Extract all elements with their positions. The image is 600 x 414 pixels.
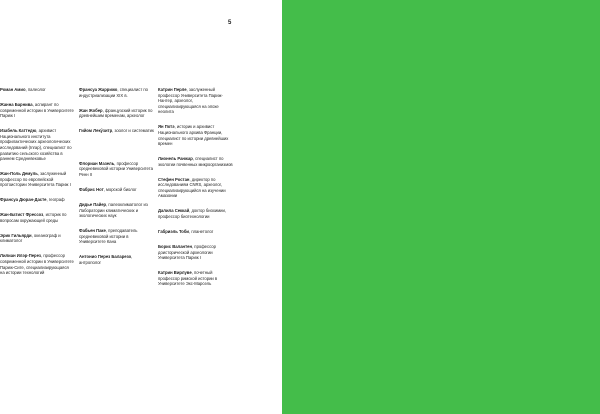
contributor-entry — [0, 253, 74, 275]
contributor-desc: , французский историк по древнейшим временам, археолог — [79, 107, 153, 119]
contributor-desc: , преподаватель средневековой истории в Университете Кана — [79, 228, 138, 245]
contributor-desc: , планетолог — [189, 229, 214, 235]
contributor-name: Жан-Поль Демуль — [0, 171, 38, 177]
contributor-desc: , профессор средневековой истории Университета Ренн II — [79, 160, 153, 177]
contributor-desc: , почетный профессор римской истории в Университете Экс-Марсель — [158, 270, 218, 287]
contributor-entry — [158, 270, 234, 287]
contributor-desc: , архивист Национального института профилактических археологических исследований (Inrap), специалист по развитию сельского хозяйства в раннем Средневековье — [0, 128, 72, 162]
page-number: 5 — [228, 20, 232, 26]
contributor-name: Борис Валантен — [158, 244, 192, 250]
contributor-name: Изабель Каттедю — [0, 128, 37, 134]
contributor-desc: , географ — [46, 197, 65, 203]
contributor-name: Фабьен Паке — [79, 228, 106, 234]
contributor-desc: , профессор доисторической археологии Университета Париж I — [158, 244, 216, 261]
contributor-name: Жанна Барнива — [0, 101, 33, 107]
contributor-name: Франсуа Жаррижо — [79, 87, 118, 92]
contributor-name: Далила Секкай — [158, 208, 190, 214]
contributor-entry — [158, 229, 234, 235]
contributor-entry — [0, 212, 74, 223]
contributor-name: Лилиан Илэр-Перез — [0, 253, 42, 259]
contributor-name: Франсуа Дюран-Дасте — [0, 197, 47, 203]
contributor-entry — [79, 128, 155, 134]
contributor-entry — [0, 128, 74, 162]
contributor-desc: , специалист по экологии почвенных микроорганизмов — [158, 156, 233, 167]
contributor-desc: , специалист по индустриализации XIX в. — [79, 87, 149, 98]
contributor-desc: , зоолог и систематик — [112, 128, 154, 134]
contributor-desc: , океанограф и климатолог — [0, 232, 61, 244]
contributor-name: Ян Потэ — [158, 124, 175, 130]
contributor-desc: , морской биолог — [103, 186, 137, 192]
contributor-desc: , палеоклиматолог из Лаборатории климатических и экологических наук — [79, 201, 148, 219]
contributor-name: Жан Жобер — [79, 107, 103, 113]
contributor-entry — [0, 171, 74, 188]
contributor-entry — [158, 124, 234, 146]
contributor-desc: , заслуженный профессор Университета Париж-Нантер, археолог, специализирующаяся на эпохе неолита — [158, 87, 223, 115]
contributor-entry — [79, 254, 155, 265]
contributor-name: Флориан Мазель — [79, 160, 115, 166]
contributor-name: Жан-Батист Фрессоз — [0, 212, 44, 218]
contributor-desc: , историк и архивист Национального архива Франции, специалист по истории древнейших времен — [158, 124, 229, 147]
contributor-name: Роман Амио — [0, 87, 26, 92]
contributor-entry — [79, 228, 155, 245]
contributor-name: Стефен Ростан — [158, 176, 190, 182]
contributor-desc: , доктор биохимии, профессор биотехнологии — [158, 208, 226, 220]
contributor-name: Гийом Леку́зитр — [79, 128, 113, 134]
contributor-desc: , директор по исследованиям CNRS, археолог, специализирующийся на изучении Амазонии — [158, 176, 226, 199]
contributor-entry — [79, 202, 155, 219]
contributor-entry — [158, 177, 234, 199]
contributor-desc: , палеолог — [25, 87, 46, 92]
contributor-name: Дидье Пайер — [79, 201, 107, 207]
green-color-page — [282, 0, 600, 414]
contributor-name: Антонио Перез Баларезо — [79, 254, 132, 260]
contributor-name: Лионель Ранжар — [158, 156, 193, 162]
contributor-name: Катрин Перле — [158, 87, 187, 92]
contributor-entry — [0, 197, 74, 203]
contributor-desc: , антрополог — [79, 254, 133, 265]
contributor-entry — [0, 102, 74, 119]
contributors-column-1 — [0, 87, 74, 285]
book-page — [0, 0, 282, 414]
contributor-entry — [158, 208, 234, 219]
contributor-entry — [79, 87, 155, 98]
contributor-entry — [158, 244, 234, 261]
contributor-name: Габриэль Тоби — [158, 229, 189, 235]
contributor-desc: , аспирант по современной истории в Университете Париж I — [0, 101, 74, 119]
contributor-entry — [79, 161, 155, 178]
contributor-desc: , заслуженный профессор по европейской протоистории Университета Париж I — [0, 171, 71, 188]
contributor-entry — [79, 187, 155, 193]
contributor-entry — [158, 87, 234, 115]
contributor-entry — [0, 233, 74, 244]
contributor-entry — [0, 87, 74, 93]
contributors-column-2 — [79, 87, 155, 275]
contributor-desc: , профессор современной истории в Университете Париж-Сите, специализирующаяся на истории технологий — [0, 253, 74, 276]
contributor-name: Фабрис Нот — [79, 186, 104, 192]
contributor-name: Эрик Гильярди — [0, 232, 32, 238]
contributors-column-3 — [158, 87, 234, 296]
contributor-entry — [79, 108, 155, 119]
contributor-desc: , историк по вопросам окружающей среды — [0, 212, 67, 223]
contributor-name: Катрин Вирлуве — [158, 270, 192, 276]
contributor-entry — [158, 156, 234, 167]
